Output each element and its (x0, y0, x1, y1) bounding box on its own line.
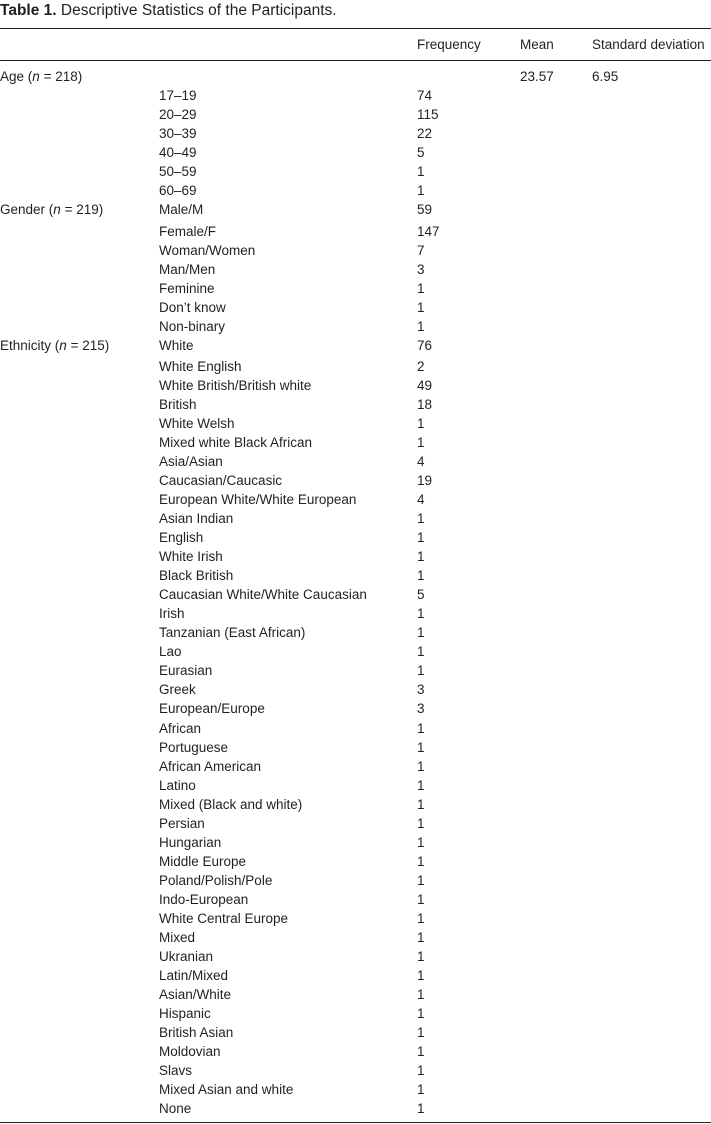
table-row (0, 124, 711, 143)
frequency-value: 1 (417, 530, 425, 546)
frequency-value: 1 (417, 318, 425, 334)
frequency-value: 5 (417, 145, 425, 161)
table-row (0, 222, 711, 241)
frequency-value: 1 (417, 663, 425, 679)
frequency-value: 1 (417, 891, 425, 907)
category-label: Caucasian White/White Caucasian (159, 587, 367, 603)
category-label: Mixed (159, 929, 196, 945)
table-row (0, 181, 711, 200)
table-row (0, 833, 711, 852)
table-row (0, 336, 711, 358)
table-row (0, 699, 711, 718)
frequency-value: 74 (417, 88, 433, 104)
table-row (0, 376, 711, 395)
group-n-symbol: n (59, 337, 67, 353)
frequency-value: 3 (417, 701, 425, 717)
group-name: Gender (0, 202, 46, 218)
frequency-value: 76 (417, 337, 433, 353)
frequency-value: 1 (417, 720, 425, 736)
frequency-value: 1 (417, 777, 425, 793)
frequency-value: 1 (417, 910, 425, 926)
category-label: None (159, 1100, 192, 1116)
frequency-value: 1 (417, 929, 425, 945)
table-row (0, 357, 711, 376)
table-row (0, 241, 711, 260)
table-row (0, 1004, 711, 1023)
frequency-value: 1 (417, 183, 425, 199)
category-label: White Welsh (159, 416, 235, 432)
table-row (0, 738, 711, 757)
frequency-value: 1 (417, 834, 425, 850)
category-label: English (159, 530, 204, 546)
frequency-value: 147 (417, 223, 440, 239)
frequency-value: 1 (417, 853, 425, 869)
frequency-value: 1 (417, 1062, 425, 1078)
frequency-value: 2 (417, 359, 425, 375)
table-row (0, 509, 711, 528)
table-row (0, 604, 711, 623)
table-row (0, 1099, 711, 1118)
table-row (0, 871, 711, 890)
table-row (0, 1042, 711, 1061)
frequency-value: 1 (417, 1024, 425, 1040)
frequency-value: 1 (417, 625, 425, 641)
category-label: British Asian (159, 1024, 234, 1040)
table-row (0, 279, 711, 298)
group-row-age (0, 67, 711, 86)
category-label: Man/Men (159, 261, 216, 277)
table-row (0, 1023, 711, 1042)
frequency-value: 1 (417, 549, 425, 565)
top-rule (0, 28, 711, 29)
category-label: Caucasian/Caucasic (159, 473, 283, 489)
group-n-symbol: n (32, 69, 40, 84)
table-row (0, 890, 711, 909)
category-label: Moldovian (159, 1043, 221, 1059)
table-row (0, 680, 711, 699)
category-label: Portuguese (159, 739, 229, 755)
table-row (0, 795, 711, 814)
category-label: African American (159, 758, 262, 774)
category-label: European/Europe (159, 701, 265, 717)
frequency-value: 1 (417, 1081, 425, 1097)
table-row (0, 966, 711, 985)
category-label: 40–49 (159, 145, 197, 161)
frequency-value: 1 (417, 815, 425, 831)
frequency-value: 1 (417, 1043, 425, 1059)
frequency-value: 1 (417, 967, 425, 983)
group-n-value: = 219) (64, 202, 104, 218)
category-label: Indo-European (159, 891, 249, 907)
category-label: Woman/Women (159, 242, 256, 258)
frequency-value: 1 (417, 872, 425, 888)
frequency-value: 3 (417, 261, 425, 277)
frequency-value: 1 (417, 1005, 425, 1021)
table-row (0, 86, 711, 105)
table-row (0, 162, 711, 181)
category-label: Hispanic (159, 1005, 211, 1021)
category-label: Ukranian (159, 948, 214, 964)
category-label: 20–29 (159, 107, 197, 123)
category-label: Latin/Mixed (159, 967, 229, 983)
table-row (0, 661, 711, 680)
category-label: White British/British white (159, 378, 312, 394)
frequency-value: 1 (417, 435, 425, 451)
table-row (0, 105, 711, 124)
category-label: 30–39 (159, 126, 197, 142)
category-label: White English (159, 359, 242, 375)
category-label: Latino (159, 777, 196, 793)
table-row (0, 433, 711, 452)
frequency-value: 1 (417, 299, 425, 315)
table-row (0, 490, 711, 509)
table-body (0, 67, 711, 1118)
table-row (0, 814, 711, 833)
category-label: White Central Europe (159, 910, 289, 926)
frequency-value: 1 (417, 948, 425, 964)
category-label: Lao (159, 644, 182, 660)
frequency-value: 1 (417, 164, 425, 180)
group-label-ethnicity: Ethnicity (n = 215) (0, 337, 110, 353)
category-label: Poland/Polish/Pole (159, 872, 273, 888)
table-row (0, 298, 711, 317)
table-row (0, 1061, 711, 1080)
frequency-value: 1 (417, 606, 425, 622)
category-label: Mixed white Black African (159, 435, 313, 451)
category-label: Asia/Asian (159, 454, 223, 470)
group-label-age: Age (n = 218) (0, 69, 83, 84)
group-n-symbol: n (53, 202, 61, 218)
table-row (0, 143, 711, 162)
table-row (0, 585, 711, 604)
bottom-rule (0, 1122, 711, 1123)
frequency-value: 4 (417, 492, 425, 508)
table-title: Descriptive Statistics of the Participants. (60, 2, 337, 19)
category-label: Asian/White (159, 986, 232, 1002)
category-label: White (159, 337, 194, 353)
frequency-value: 1 (417, 568, 425, 584)
table-label: Table 1. (0, 2, 57, 19)
frequency-value: 5 (417, 587, 425, 603)
category-label: Irish (159, 606, 185, 622)
header-rule (0, 60, 711, 61)
frequency-value: 1 (417, 986, 425, 1002)
category-label: Persian (159, 815, 205, 831)
frequency-value: 1 (417, 758, 425, 774)
group-name: Age (0, 69, 25, 84)
header-frequency: Frequency (417, 37, 481, 52)
table-row (0, 776, 711, 795)
frequency-value: 1 (417, 280, 425, 296)
category-label: European White/White European (159, 492, 357, 508)
frequency-value: 1 (417, 511, 425, 527)
group-name: Ethnicity (0, 337, 52, 353)
category-label: Mixed (Black and white) (159, 796, 303, 812)
header-mean: Mean (520, 37, 554, 52)
table-row (0, 623, 711, 642)
category-label: Slavs (159, 1062, 193, 1078)
frequency-value: 59 (417, 202, 433, 218)
group-n-value: = 215) (70, 337, 110, 353)
category-label: Tanzanian (East African) (159, 625, 306, 641)
table-row (0, 317, 711, 336)
table-row (0, 719, 711, 738)
sd-value: 6.95 (592, 69, 619, 84)
table-row (0, 928, 711, 947)
category-label: Hungarian (159, 834, 222, 850)
group-n-value: = 218) (43, 69, 83, 84)
category-label: Non-binary (159, 318, 226, 334)
frequency-value: 1 (417, 739, 425, 755)
frequency-value: 1 (417, 1100, 425, 1116)
table-row (0, 852, 711, 871)
category-label: Don’t know (159, 299, 226, 315)
table-row (0, 547, 711, 566)
mean-value: 23.57 (520, 69, 554, 84)
table-row (0, 471, 711, 490)
category-label: White Irish (159, 549, 223, 565)
category-label: British (159, 397, 197, 413)
category-label: Asian Indian (159, 511, 234, 527)
frequency-value: 4 (417, 454, 425, 470)
table-row (0, 1080, 711, 1099)
category-label: Middle Europe (159, 853, 247, 869)
table-row (0, 566, 711, 585)
category-label: Black British (159, 568, 234, 584)
table-row (0, 452, 711, 471)
frequency-value: 18 (417, 397, 433, 413)
frequency-value: 1 (417, 796, 425, 812)
table-row (0, 909, 711, 928)
category-label: Female/F (159, 223, 217, 239)
table-row (0, 642, 711, 661)
category-label: Eurasian (159, 663, 213, 679)
table-row (0, 947, 711, 966)
group-label-gender: Gender (n = 219) (0, 202, 104, 218)
table-row (0, 414, 711, 433)
category-label: 60–69 (159, 183, 197, 199)
category-label: African (159, 720, 202, 736)
table-row (0, 260, 711, 279)
table-caption (0, 0, 337, 22)
category-label: Greek (159, 682, 196, 698)
table-row (0, 757, 711, 776)
header-sd: Standard deviation (592, 37, 705, 52)
frequency-value: 22 (417, 126, 433, 142)
category-label: Male/M (159, 202, 204, 218)
frequency-value: 1 (417, 416, 425, 432)
frequency-value: 7 (417, 242, 425, 258)
category-label: Feminine (159, 280, 215, 296)
table-row (0, 395, 711, 414)
category-label: 17–19 (159, 88, 197, 104)
frequency-value: 49 (417, 378, 433, 394)
category-label: Mixed Asian and white (159, 1081, 294, 1097)
frequency-value: 1 (417, 644, 425, 660)
category-label: 50–59 (159, 164, 197, 180)
table-row (0, 528, 711, 547)
table-row (0, 985, 711, 1004)
table-row (0, 200, 711, 222)
frequency-value: 115 (417, 107, 439, 123)
frequency-value: 3 (417, 682, 425, 698)
frequency-value: 19 (417, 473, 433, 489)
